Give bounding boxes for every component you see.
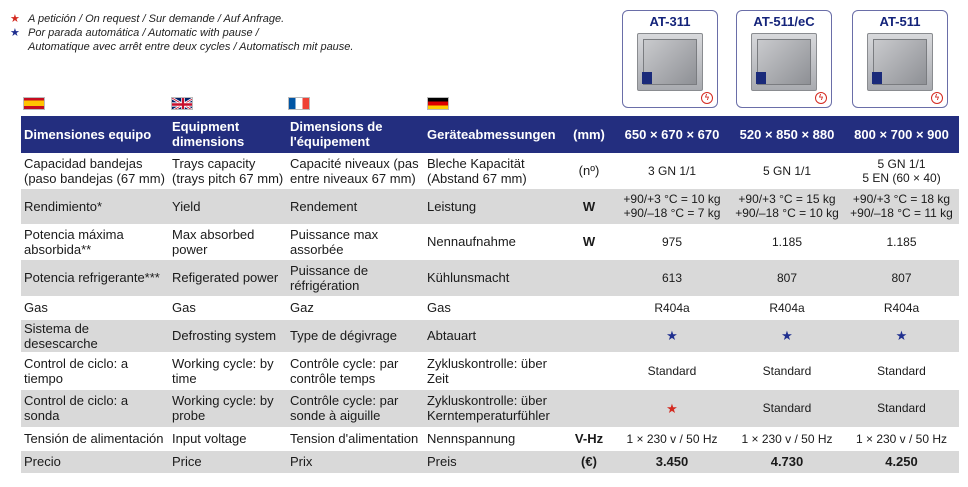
electric-icon: ϟ xyxy=(701,92,713,104)
cell-de: Gas xyxy=(424,296,564,319)
cell-es: Control de ciclo: a tiempo xyxy=(21,352,169,389)
legend xyxy=(10,12,354,54)
cell-de: Abtauart xyxy=(424,319,564,352)
cell-en: Refigerated power xyxy=(169,259,287,296)
price-at-511-ec: 4.730 xyxy=(730,450,844,473)
product-name: AT-311 xyxy=(649,14,691,29)
blue-star-icon: ★ xyxy=(10,27,20,39)
price-at-311: 3.450 xyxy=(614,450,730,473)
cell-at-311: 1 × 230 v / 50 Hz xyxy=(614,427,730,450)
table-row xyxy=(21,427,959,450)
cell-fr: Rendement xyxy=(287,188,424,224)
blue-star-icon: ★ xyxy=(844,319,959,352)
cell-fr: Puissance de réfrigération xyxy=(287,259,424,296)
table-row xyxy=(21,389,959,427)
cell-at-511: Standard xyxy=(844,389,959,427)
cell-at-511: 1.185 xyxy=(844,224,959,259)
cell-de: Nennspannung xyxy=(424,427,564,450)
cell-at-311: 613 xyxy=(614,259,730,296)
header-dims-at-311: 650 × 670 × 670 xyxy=(614,116,730,153)
product-card-at-511-ec xyxy=(736,10,832,108)
cell-unit: W xyxy=(564,188,614,224)
blast-chiller-image xyxy=(867,33,933,91)
table-row xyxy=(21,296,959,319)
cell-en: Input voltage xyxy=(169,427,287,450)
legend-automatic-cont: Automatique avec arrêt entre deux cycles / Automatisch mit pause. xyxy=(28,41,354,53)
cell-unit xyxy=(564,319,614,352)
cell-es: Precio xyxy=(21,450,169,473)
cell-de: Preis xyxy=(424,450,564,473)
cell-at-311: R404a xyxy=(614,296,730,319)
cell-de: Bleche Kapacität (Abstand 67 mm) xyxy=(424,153,564,188)
cell-de: Kühlunsmacht xyxy=(424,259,564,296)
table-row xyxy=(21,224,959,259)
cell-at-511-ec: +90/+3 °C = 15 kg +90/–18 °C = 10 kg xyxy=(730,188,844,224)
header-dims-at-511: 800 × 700 × 900 xyxy=(844,116,959,153)
spain-flag-icon xyxy=(23,97,45,110)
cell-fr: Prix xyxy=(287,450,424,473)
cell-fr: Contrôle cycle: par sonde à aiguille xyxy=(287,389,424,427)
cell-at-511: 807 xyxy=(844,259,959,296)
cell-at-511-ec: 807 xyxy=(730,259,844,296)
cell-at-511: 5 GN 1/1 5 EN (60 × 40) xyxy=(844,153,959,188)
cell-at-511-ec: 5 GN 1/1 xyxy=(730,153,844,188)
cell-de: Zykluskontrolle: über Kerntemperaturfühler xyxy=(424,389,564,427)
cell-fr: Type de dégivrage xyxy=(287,319,424,352)
cell-fr: Puissance max assorbée xyxy=(287,224,424,259)
blue-star-icon: ★ xyxy=(730,319,844,352)
cell-en: Max absorbed power xyxy=(169,224,287,259)
table-row xyxy=(21,188,959,224)
cell-en: Gas xyxy=(169,296,287,319)
price-at-511: 4.250 xyxy=(844,450,959,473)
product-card-at-311 xyxy=(622,10,718,108)
cell-en: Price xyxy=(169,450,287,473)
header-en: Equipment dimensions xyxy=(169,116,287,153)
red-star-icon: ★ xyxy=(10,13,20,25)
cell-at-311: 3 GN 1/1 xyxy=(614,153,730,188)
cell-de: Zykluskontrolle: über Zeit xyxy=(424,352,564,389)
uk-flag-icon xyxy=(171,97,193,110)
cell-es: Tensión de alimentación xyxy=(21,427,169,450)
cell-en: Working cycle: by probe xyxy=(169,389,287,427)
table-row xyxy=(21,352,959,389)
cell-at-511: 1 × 230 v / 50 Hz xyxy=(844,427,959,450)
table-row xyxy=(21,450,959,473)
table-header-row xyxy=(21,116,959,153)
cell-unit xyxy=(564,352,614,389)
cell-fr: Capacité niveaux (pas entre niveaux 67 mm) xyxy=(287,153,424,188)
table-row xyxy=(21,319,959,352)
red-star-icon: ★ xyxy=(614,389,730,427)
cell-at-511: +90/+3 °C = 18 kg +90/–18 °C = 11 kg xyxy=(844,188,959,224)
cell-unit: (nº) xyxy=(564,153,614,188)
cell-at-511: Standard xyxy=(844,352,959,389)
cell-es: Sistema de desescarche xyxy=(21,319,169,352)
cell-unit xyxy=(564,389,614,427)
header-de: Geräteabmessungen xyxy=(424,116,564,153)
cell-en: Trays capacity (trays pitch 67 mm) xyxy=(169,153,287,188)
cell-at-511-ec: Standard xyxy=(730,352,844,389)
product-card-at-511 xyxy=(852,10,948,108)
header-fr: Dimensions de l'équipement xyxy=(287,116,424,153)
cell-at-511-ec: Standard xyxy=(730,389,844,427)
cell-de: Nennaufnahme xyxy=(424,224,564,259)
specifications-table xyxy=(21,116,959,473)
cell-es: Capacidad bandejas (paso bandejas (67 mm) xyxy=(21,153,169,188)
cell-es: Gas xyxy=(21,296,169,319)
cell-en: Working cycle: by time xyxy=(169,352,287,389)
cell-at-311: Standard xyxy=(614,352,730,389)
cell-at-511: R404a xyxy=(844,296,959,319)
cell-unit: V-Hz xyxy=(564,427,614,450)
cell-es: Potencia refrigerante*** xyxy=(21,259,169,296)
cell-de: Leistung xyxy=(424,188,564,224)
blue-star-icon: ★ xyxy=(614,319,730,352)
electric-icon: ϟ xyxy=(815,92,827,104)
cell-es: Rendimiento* xyxy=(21,188,169,224)
header-es: Dimensiones equipo xyxy=(21,116,169,153)
cell-en: Yield xyxy=(169,188,287,224)
cell-en: Defrosting system xyxy=(169,319,287,352)
legend-on-request: ★ A petición / On request / Sur demande / Auf Anfrage. xyxy=(10,13,285,25)
cell-at-311: 975 xyxy=(614,224,730,259)
cell-unit: (€) xyxy=(564,450,614,473)
cell-at-311: +90/+3 °C = 10 kg +90/–18 °C = 7 kg xyxy=(614,188,730,224)
cell-es: Potencia máxima absorbida** xyxy=(21,224,169,259)
cell-at-511-ec: 1 × 230 v / 50 Hz xyxy=(730,427,844,450)
cell-fr: Tension d'alimentation xyxy=(287,427,424,450)
product-name: AT-511 xyxy=(879,14,921,29)
blast-chiller-image xyxy=(751,33,817,91)
cell-unit xyxy=(564,259,614,296)
header-dims-at-511-ec: 520 × 850 × 880 xyxy=(730,116,844,153)
electric-icon: ϟ xyxy=(931,92,943,104)
cell-unit xyxy=(564,296,614,319)
product-name: AT-511/eC xyxy=(753,14,815,29)
blast-chiller-image xyxy=(637,33,703,91)
cell-fr: Gaz xyxy=(287,296,424,319)
france-flag-icon xyxy=(288,97,310,110)
table-row xyxy=(21,259,959,296)
table-row xyxy=(21,153,959,188)
germany-flag-icon xyxy=(427,97,449,110)
legend-automatic: ★ Por parada automática / Automatic with pause / xyxy=(10,27,259,39)
cell-fr: Contrôle cycle: par contrôle temps xyxy=(287,352,424,389)
cell-unit: W xyxy=(564,224,614,259)
cell-es: Control de ciclo: a sonda xyxy=(21,389,169,427)
cell-at-511-ec: 1.185 xyxy=(730,224,844,259)
cell-at-511-ec: R404a xyxy=(730,296,844,319)
header-unit: (mm) xyxy=(564,116,614,153)
